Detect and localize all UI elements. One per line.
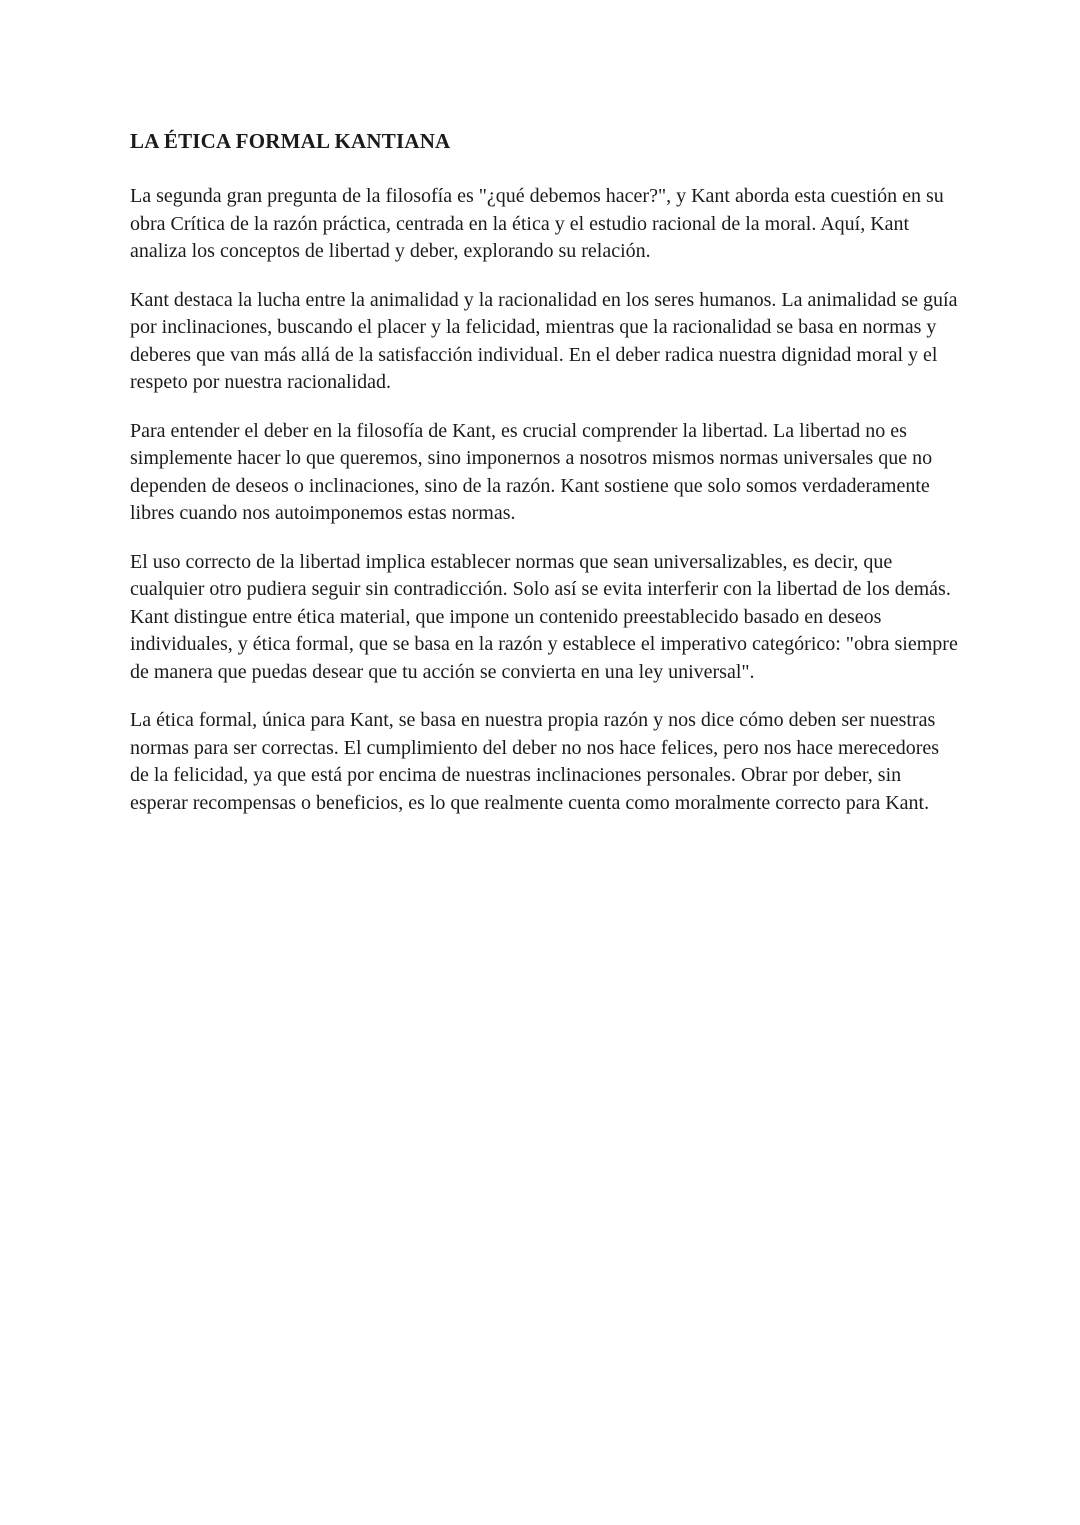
page-title: LA ÉTICA FORMAL KANTIANA — [130, 129, 451, 153]
paragraph: La segunda gran pregunta de la filosofía es "¿qué debemos hacer?", y Kant aborda esta cuestión en su obra Crítica de la razón práctica, centrada en la ética y el estudio racional de la moral. Aquí, Kant analiza los conceptos de libertad y deber, explorando su relación. — [130, 185, 944, 263]
document-body — [130, 183, 958, 817]
paragraph: El uso correcto de la libertad implica establecer normas que sean universalizables, es decir, que cualquier otro pudiera seguir sin contradicción. Solo así se evita interferir con la libertad de los demás. Kant distingue entre ética material, que impone un contenido preestablecido basado en deseos individuales, y ética formal, que se basa en la razón y establece el imperativo categórico: "obra siempre de manera que puedas desear que tu acción se convierta en una ley universal". — [130, 550, 958, 683]
paragraph: Kant destaca la lucha entre la animalidad y la racionalidad en los seres humanos. La animalidad se guía por inclinaciones, buscando el placer y la felicidad, mientras que la racionalidad se basa en normas y deberes que van más allá de la satisfacción individual. En el deber radica nuestra dignidad moral y el respeto por nuestra racionalidad. — [130, 288, 958, 394]
paragraph: Para entender el deber en la filosofía de Kant, es crucial comprender la libertad. La libertad no es simplemente hacer lo que queremos, sino imponernos a nosotros mismos normas universales que no dependen de deseos o inclinaciones, sino de la razón. Kant sostiene que solo somos verdaderamente libres cuando nos autoimponemos estas normas. — [130, 419, 933, 525]
paragraph: La ética formal, única para Kant, se basa en nuestra propia razón y nos dice cómo deben ser nuestras normas para ser correctas. El cumplimiento del deber no nos hace felices, pero nos hace merecedores de la felicidad, ya que está por encima de nuestras inclinaciones personales. Obrar por deber, sin esperar recompensas o beneficios, es lo que realmente cuenta como moralmente correcto para Kant. — [130, 709, 940, 814]
